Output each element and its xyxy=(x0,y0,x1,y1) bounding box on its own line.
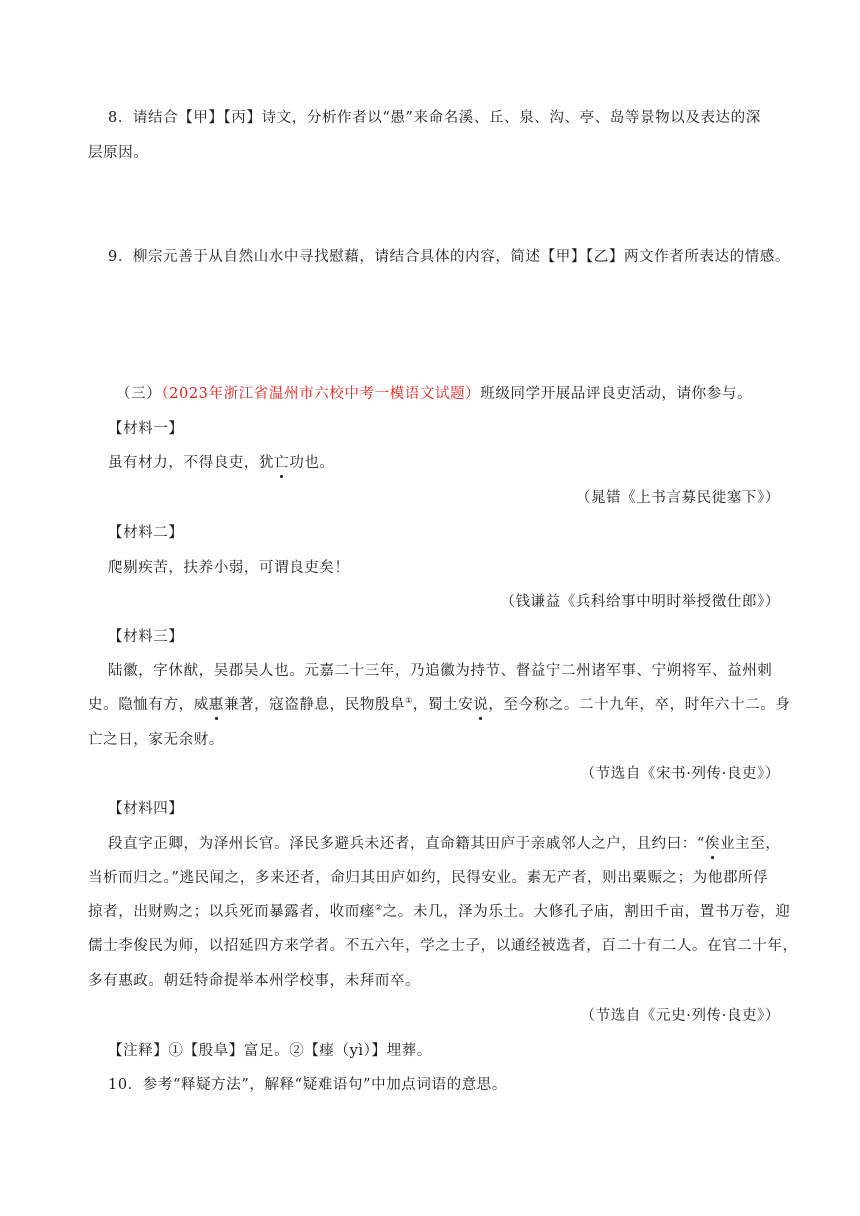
material-3-line-1: 陆徽，字休猷，吴郡吴人也。元嘉二十三年，乃追徽为持节、督益宁二州诸军事、宁朔将军、益州刺 xyxy=(108,663,773,679)
footnote-marker: ① xyxy=(405,696,413,705)
notes: 【注释】①【殷阜】富足。②【瘗（yì）】埋葬。 xyxy=(108,1043,432,1059)
material-4-line-3-b: 之。未几，泽为乐土。大修孔子庙，割田千亩，置书万卷，迎 xyxy=(382,904,791,920)
material-4-line-5: 多有惠政。朝廷特命提举本州学校事，未拜而卒。 xyxy=(88,973,421,989)
material-4-heading: 【材料四】 xyxy=(108,801,184,817)
material-4-line-4: 儒士李俊民为师，以招延四方来学者。不五六年，学之士子，以通经被选者，百二十有二人。在官二十年， xyxy=(88,938,798,954)
material-3-line-2-c: ，蜀土安 xyxy=(412,697,474,713)
material-4-line-1-b: 业主至， xyxy=(720,836,781,852)
section-3-instruction: 班级同学开展品评良吏活动，请你参与。 xyxy=(480,386,753,402)
material-1-text xyxy=(108,453,335,473)
material-2-text: 爬剔疾苦，扶养小弱，可谓良吏矣！ xyxy=(108,560,350,576)
material-1-heading: 【材料一】 xyxy=(108,421,184,437)
question-8-line-1: 8．请结合【甲】【丙】诗文，分析作者以“愚”来命名溪、丘、泉、沟、亭、岛等景物以及表达的深 xyxy=(108,110,761,126)
section-3-open: （三） xyxy=(116,386,162,402)
question-10: 10．参考“释疑方法”，解释“疑难语句”中加点词语的意思。 xyxy=(108,1077,507,1093)
footnote-marker: ② xyxy=(374,903,383,912)
material-3-citation: （节选自《宋书·列传·良吏》） xyxy=(580,766,780,782)
material-4-line-2: 当析而归之。”逃民闻之，多来还者，命归其田庐如约，民得安业。素无产者，则出粟赈之；为他郡所俘 xyxy=(88,870,769,886)
dotted-word: 亡 xyxy=(274,455,290,471)
material-1-text-a: 虽有材力，不得良吏，犹 xyxy=(108,455,275,471)
material-1-citation: （晁错《上书言募民徙塞下》） xyxy=(575,490,780,506)
material-4-line-1-a: 段直字正卿，为泽州长官。泽民多避兵未还者，直命籍其田庐于亲戚邻人之户，且约曰：“ xyxy=(108,836,705,852)
material-4-line-1 xyxy=(108,834,780,854)
question-9-line-1: 9．柳宗元善于从自然山水中寻找慰藉，请结合具体的内容，简述【甲】【乙】两文作者所表达的情感。 xyxy=(108,249,791,265)
question-8-line-2: 层原因。 xyxy=(88,145,149,161)
material-4-line-3-a: 掠者，出财购之；以兵死而暴露者，收而瘗 xyxy=(88,904,375,920)
material-2-citation: （钱谦益《兵科给事中明时举授徵仕郎》） xyxy=(500,594,780,610)
material-3-line-2-d: ，至今称之。二十九年，卒，时年六十二。身 xyxy=(488,697,791,713)
dotted-word: 说 xyxy=(473,697,489,713)
material-3-line-2-b: 兼著，寇盗静息，民物殷阜 xyxy=(223,697,406,713)
material-2-heading: 【材料二】 xyxy=(108,525,184,541)
material-4-citation: （节选自《元史·列传·良吏》） xyxy=(580,1008,780,1024)
dotted-word: 惠 xyxy=(208,697,224,713)
section-3-header xyxy=(116,384,752,404)
dotted-word: 俟 xyxy=(704,836,721,852)
material-3-line-2 xyxy=(88,695,790,715)
material-4-line-3 xyxy=(88,902,790,922)
material-1-text-b: 功也。 xyxy=(289,455,335,471)
material-3-line-3: 亡之日，家无余财。 xyxy=(88,732,224,748)
section-3-source: （2023年浙江省温州市六校中考一模语文试题） xyxy=(161,386,481,402)
material-3-line-2-a: 史。隐恤有方，威 xyxy=(88,697,209,713)
material-3-heading: 【材料三】 xyxy=(108,629,184,645)
